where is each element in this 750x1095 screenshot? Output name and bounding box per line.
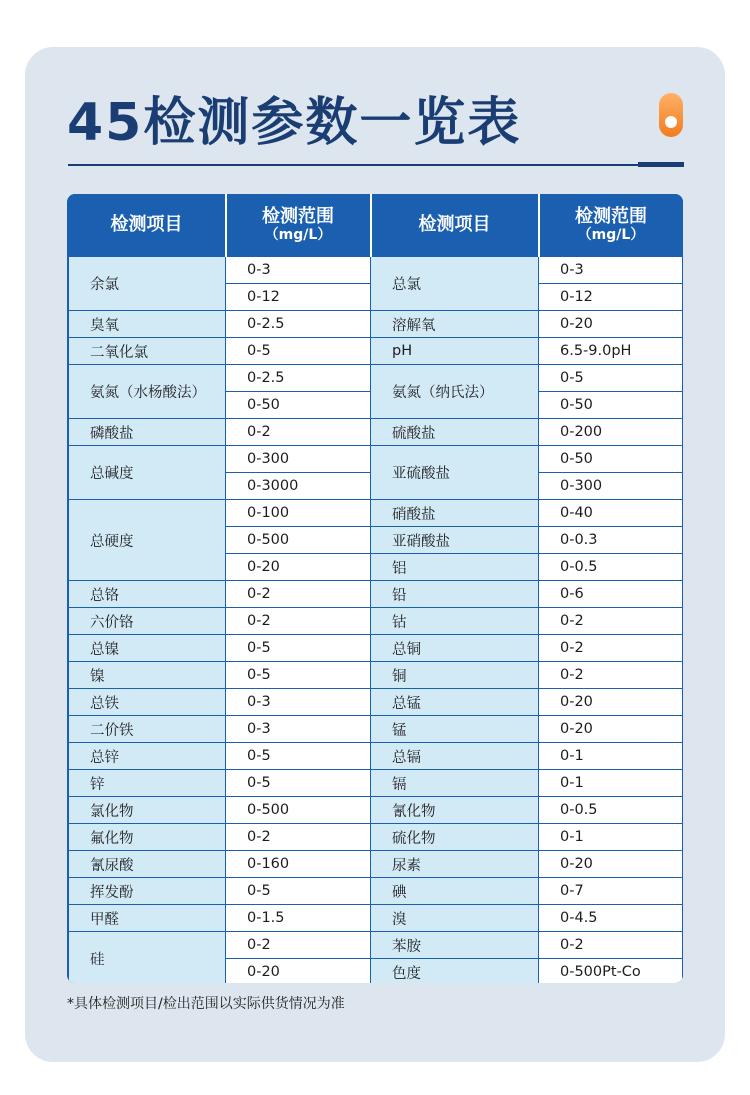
parameter-table (68, 194, 683, 983)
range-value-cell: 0-5 (226, 635, 371, 662)
table-header-row (69, 194, 683, 257)
item-name-cell: 钴 (371, 608, 539, 635)
item-name-cell: 氟化物 (69, 824, 226, 851)
range-value-cell: 0-500Pt-Co (539, 959, 683, 984)
item-name-cell: 总铁 (69, 689, 226, 716)
header-range-left (226, 194, 371, 257)
title-divider-accent (638, 162, 684, 167)
range-value-cell: 0-12 (539, 284, 683, 311)
table-row (69, 824, 683, 851)
item-name-cell: 亚硫酸盐 (371, 446, 539, 500)
range-value-cell: 0-2 (226, 581, 371, 608)
table-body (69, 257, 683, 984)
toggle-decoration-icon (659, 93, 683, 137)
range-value-cell: 0-7 (539, 878, 683, 905)
range-value-cell: 0-3 (226, 716, 371, 743)
range-value-cell: 0-4.5 (539, 905, 683, 932)
range-value-cell: 0-3 (226, 689, 371, 716)
item-name-cell: 溶解氧 (371, 311, 539, 338)
header-range-right (539, 194, 683, 257)
title-divider (68, 164, 638, 166)
range-value-cell: 0-5 (226, 662, 371, 689)
table-row (69, 581, 683, 608)
range-value-cell: 0-2 (226, 932, 371, 959)
header-item-right: 检测项目 (371, 194, 539, 257)
table-row (69, 365, 683, 392)
range-value-cell: 0-0.5 (539, 554, 683, 581)
item-name-cell: 硫酸盐 (371, 419, 539, 446)
item-name-cell: 苯胺 (371, 932, 539, 959)
range-value-cell: 0-500 (226, 527, 371, 554)
item-name-cell: 氯化物 (69, 797, 226, 824)
range-value-cell: 0-3 (539, 257, 683, 284)
table-row (69, 770, 683, 797)
item-name-cell: 溴 (371, 905, 539, 932)
table-row (69, 716, 683, 743)
range-value-cell: 0-3000 (226, 473, 371, 500)
item-name-cell: 硫化物 (371, 824, 539, 851)
range-value-cell: 0-1.5 (226, 905, 371, 932)
table-row (69, 635, 683, 662)
range-value-cell: 0-2 (539, 608, 683, 635)
range-value-cell: 0-1 (539, 824, 683, 851)
item-name-cell: 尿素 (371, 851, 539, 878)
range-value-cell: 0-2 (539, 635, 683, 662)
item-name-cell: 色度 (371, 959, 539, 984)
range-value-cell: 0-300 (539, 473, 683, 500)
item-name-cell: 铝 (371, 554, 539, 581)
table-row (69, 797, 683, 824)
item-name-cell: 锌 (69, 770, 226, 797)
range-value-cell: 6.5-9.0pH (539, 338, 683, 365)
range-value-cell: 0-20 (539, 851, 683, 878)
item-name-cell: 锰 (371, 716, 539, 743)
range-value-cell: 0-100 (226, 500, 371, 527)
item-name-cell: 镉 (371, 770, 539, 797)
item-name-cell: 硝酸盐 (371, 500, 539, 527)
item-name-cell: 氰化物 (371, 797, 539, 824)
item-name-cell: 磷酸盐 (69, 419, 226, 446)
range-value-cell: 0-2 (539, 662, 683, 689)
footnote: *具体检测项目/检出范围以实际供货情况为准 (67, 996, 345, 1012)
item-name-cell: 碘 (371, 878, 539, 905)
item-name-cell: 总锌 (69, 743, 226, 770)
table-row (69, 338, 683, 365)
item-name-cell: 六价铬 (69, 608, 226, 635)
item-name-cell: 甲醛 (69, 905, 226, 932)
table-row (69, 419, 683, 446)
range-value-cell: 0-5 (226, 878, 371, 905)
range-value-cell: 0-20 (226, 554, 371, 581)
table-row (69, 689, 683, 716)
range-value-cell: 0-6 (539, 581, 683, 608)
item-name-cell: 总铬 (69, 581, 226, 608)
table-row (69, 662, 683, 689)
header-range-label: 检测范围 (575, 205, 647, 227)
range-value-cell: 0-500 (226, 797, 371, 824)
header-item-left: 检测项目 (69, 194, 226, 257)
item-name-cell: 余氯 (69, 257, 226, 311)
parameter-table-frame (67, 194, 683, 983)
range-value-cell: 0-5 (539, 365, 683, 392)
range-value-cell: 0-20 (539, 689, 683, 716)
item-name-cell: 氰尿酸 (69, 851, 226, 878)
range-value-cell: 0-2 (226, 824, 371, 851)
header-range-unit: （mg/L） (577, 227, 645, 244)
header-range-unit: （mg/L） (264, 227, 332, 244)
table-row (69, 905, 683, 932)
range-value-cell: 0-20 (539, 311, 683, 338)
range-value-cell: 0-2 (226, 608, 371, 635)
item-name-cell: 总硬度 (69, 500, 226, 581)
range-value-cell: 0-300 (226, 446, 371, 473)
header-range-label: 检测范围 (262, 205, 334, 227)
table-row (69, 608, 683, 635)
range-value-cell: 0-20 (226, 959, 371, 984)
range-value-cell: 0-2 (226, 419, 371, 446)
item-name-cell: 镍 (69, 662, 226, 689)
range-value-cell: 0-12 (226, 284, 371, 311)
item-name-cell: 硅 (69, 932, 226, 984)
page-title: 45检测参数一览表 (67, 93, 522, 153)
item-name-cell: 氨氮（纳氏法） (371, 365, 539, 419)
range-value-cell: 0-5 (226, 743, 371, 770)
range-value-cell: 0-5 (226, 770, 371, 797)
range-value-cell: 0-160 (226, 851, 371, 878)
item-name-cell: 挥发酚 (69, 878, 226, 905)
item-name-cell: 总镍 (69, 635, 226, 662)
table-row (69, 500, 683, 527)
range-value-cell: 0-1 (539, 743, 683, 770)
range-value-cell: 0-50 (539, 392, 683, 419)
range-value-cell: 0-5 (226, 338, 371, 365)
item-name-cell: 亚硝酸盐 (371, 527, 539, 554)
range-value-cell: 0-1 (539, 770, 683, 797)
item-name-cell: 二氧化氯 (69, 338, 226, 365)
table-row (69, 878, 683, 905)
range-value-cell: 0-20 (539, 716, 683, 743)
item-name-cell: 氨氮（水杨酸法） (69, 365, 226, 419)
table-row (69, 446, 683, 473)
range-value-cell: 0-2 (539, 932, 683, 959)
range-value-cell: 0-40 (539, 500, 683, 527)
range-value-cell: 0-50 (226, 392, 371, 419)
range-value-cell: 0-0.3 (539, 527, 683, 554)
item-name-cell: 总碱度 (69, 446, 226, 500)
range-value-cell: 0-0.5 (539, 797, 683, 824)
table-row (69, 257, 683, 284)
item-name-cell: 铅 (371, 581, 539, 608)
item-name-cell: pH (371, 338, 539, 365)
range-value-cell: 0-3 (226, 257, 371, 284)
range-value-cell: 0-2.5 (226, 311, 371, 338)
item-name-cell: 二价铁 (69, 716, 226, 743)
table-row (69, 743, 683, 770)
item-name-cell: 臭氧 (69, 311, 226, 338)
item-name-cell: 总镉 (371, 743, 539, 770)
item-name-cell: 总氯 (371, 257, 539, 311)
table-row (69, 311, 683, 338)
range-value-cell: 0-2.5 (226, 365, 371, 392)
item-name-cell: 总锰 (371, 689, 539, 716)
table-row (69, 851, 683, 878)
range-value-cell: 0-50 (539, 446, 683, 473)
range-value-cell: 0-200 (539, 419, 683, 446)
item-name-cell: 铜 (371, 662, 539, 689)
table-row (69, 932, 683, 959)
item-name-cell: 总铜 (371, 635, 539, 662)
